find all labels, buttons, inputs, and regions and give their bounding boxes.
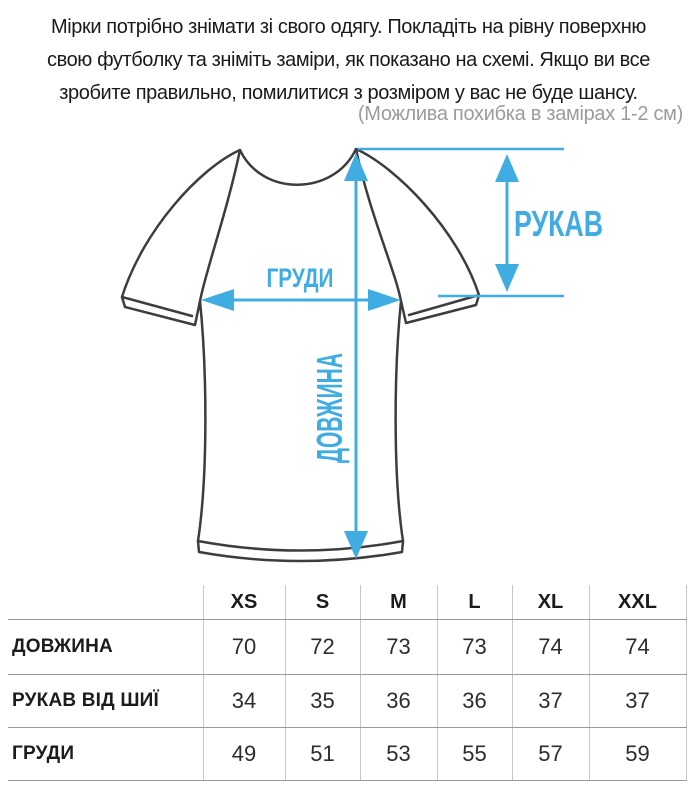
measurement-tolerance-note: (Можлива похибка в замірах 1-2 см): [357, 103, 683, 125]
col-header-xl: XL: [512, 585, 589, 620]
size-value-cell: 55: [437, 728, 512, 781]
table-row-sleeve: [8, 675, 686, 728]
size-value-cell: 57: [512, 728, 589, 781]
row-label-chest: ГРУДИ: [8, 728, 203, 781]
size-value-cell: 49: [203, 728, 285, 781]
size-value-cell: 72: [285, 620, 360, 675]
intro-line-3: зробите правильно, помилитися з розміром у вас не буде шансу.: [59, 82, 638, 104]
col-header-m: M: [360, 585, 437, 620]
size-table: [8, 585, 687, 781]
col-header-s: S: [285, 585, 360, 620]
sleeve-label: РУКАВ: [514, 203, 603, 244]
size-value-cell: 53: [360, 728, 437, 781]
size-value-cell: 37: [512, 675, 589, 728]
chest-label: ГРУДИ: [266, 263, 334, 293]
size-value-cell: 37: [589, 675, 686, 728]
size-table-header-row: [8, 585, 686, 620]
size-value-cell: 70: [203, 620, 285, 675]
size-value-cell: 51: [285, 728, 360, 781]
row-label-sleeve: РУКАВ ВІД ШИЇ: [8, 675, 203, 728]
size-value-cell: 36: [360, 675, 437, 728]
length-label: ДОВЖИНА: [309, 274, 350, 463]
size-value-cell: 73: [360, 620, 437, 675]
row-label-length: ДОВЖИНА: [8, 620, 203, 675]
intro-line-1: Мірки потрібно знімати зі свого одягу. Покладіть на рівну поверхню: [51, 16, 646, 38]
corner-cell: [8, 585, 203, 620]
col-header-xxl: XXL: [589, 585, 686, 620]
size-value-cell: 74: [512, 620, 589, 675]
size-value-cell: 36: [437, 675, 512, 728]
size-value-cell: 35: [285, 675, 360, 728]
table-row-length: [8, 620, 686, 675]
size-value-cell: 73: [437, 620, 512, 675]
intro-line-2: свою футболку та зніміть заміри, як показано на схемі. Якщо ви все: [46, 49, 650, 71]
col-header-xs: XS: [203, 585, 285, 620]
tshirt-outline-icon: [122, 149, 479, 561]
table-row-chest: [8, 728, 686, 781]
size-value-cell: 74: [589, 620, 686, 675]
col-header-l: L: [437, 585, 512, 620]
size-value-cell: 34: [203, 675, 285, 728]
size-value-cell: 59: [589, 728, 686, 781]
